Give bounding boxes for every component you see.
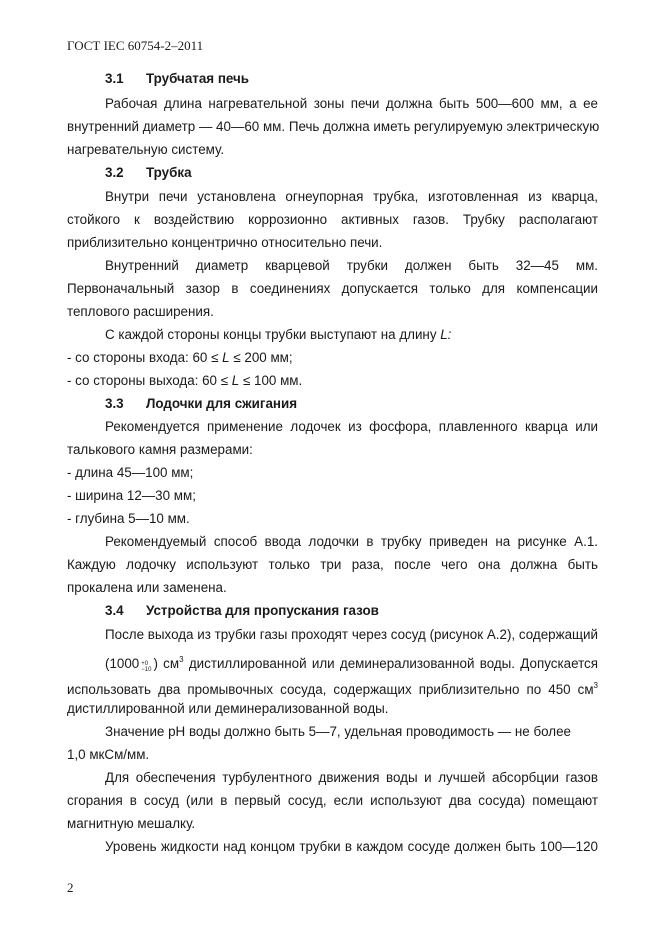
tolerance-lower: −10 <box>141 667 152 673</box>
list-item: - глубина 5—10 мм. <box>67 511 190 526</box>
section-number: 3.2 <box>105 165 124 180</box>
text: - со стороны входа: 60 ≤ <box>67 350 223 365</box>
text: ≤ 100 мм. <box>239 373 303 388</box>
paragraph-line: Рекомендуемый способ ввода лодочки в трубку приведен на рисунке А.1. <box>105 534 598 549</box>
superscript: 3 <box>593 681 598 690</box>
paragraph-line: прокалена или заменена. <box>67 580 227 595</box>
paragraph-line: После выхода из трубки газы проходят через сосуд (рисунок А.2), содержащий <box>105 627 598 642</box>
paragraph-line: Рекомендуется применение лодочек из фосфора, плавленного кварца или <box>105 419 598 434</box>
paragraph-line <box>67 327 598 343</box>
paragraph-line: Рабочая длина нагревательной зоны печи должна быть 500—600 мм, а ее <box>105 96 598 111</box>
paragraph-line: дистиллированной или деминерализованной воды. <box>67 701 389 716</box>
variable-l: L <box>231 373 240 388</box>
text: дистиллированной или деминерализованной воды. Допускается <box>183 656 598 671</box>
section-title: Трубчатая печь <box>146 71 250 86</box>
variable-l: L: <box>440 327 452 342</box>
paragraph-line: Значение pH воды должно быть 5—7, удельная проводимость — не более <box>105 724 571 739</box>
section-3-2-heading <box>105 165 192 181</box>
tolerance-upper: +0 <box>141 661 149 667</box>
list-item <box>67 350 598 366</box>
section-title: Трубка <box>146 165 192 180</box>
paragraph-line: Внутри печи установлена огнеупорная трубка, изготовленная из кварца, <box>105 189 598 204</box>
list-item: - длина 45—100 мм; <box>67 465 194 480</box>
page-number: 2 <box>67 880 74 895</box>
paragraph-line: магнитную мешалку. <box>67 816 196 831</box>
text: ) см <box>153 656 180 671</box>
section-number: 3.1 <box>105 71 124 86</box>
tolerance <box>141 661 151 673</box>
text: - со стороны выхода: 60 ≤ <box>67 373 232 388</box>
paragraph-line: Первоначальный зазор в соединениях допускается только для компенсации <box>67 281 598 296</box>
paragraph-line: талькового камня размерами: <box>67 442 253 457</box>
section-number: 3.3 <box>105 396 124 411</box>
paragraph-line: Внутренний диаметр кварцевой трубки должен быть 32—45 мм. <box>105 258 598 273</box>
paragraph-line: нагревательную систему. <box>67 142 225 157</box>
paragraph-line: внутренний диаметр — 40—60 мм. Печь должна иметь регулируемую электрическую <box>67 119 600 134</box>
text: использовать два промывочных сосуда, содержащих приблизительно по 450 см <box>67 682 594 697</box>
paragraph-line: Для обеспечения турбулентного движения воды и лучшей абсорбции газов <box>105 770 598 785</box>
paragraph-line <box>67 652 598 673</box>
text: (1000 <box>105 656 140 671</box>
list-item: - ширина 12—30 мм; <box>67 488 196 503</box>
paragraph-line: теплового расширения. <box>67 304 214 319</box>
variable-l: L <box>222 350 230 365</box>
section-3-1-heading <box>105 71 249 87</box>
document-header: ГОСТ IEC 60754-2–2011 <box>67 38 204 53</box>
section-3-4-heading <box>105 603 379 619</box>
paragraph-line: сгорания в сосуд (или в первый сосуд, если используют два сосуда) помещают <box>67 793 598 808</box>
paragraph-line: приблизительно концентрично относительно печи. <box>67 235 383 250</box>
paragraph-line: стойкого к воздействию коррозионно активных газов. Трубку располагают <box>67 212 598 227</box>
paragraph-line <box>67 678 598 698</box>
list-item <box>67 373 598 389</box>
section-title: Лодочки для сжигания <box>146 396 298 411</box>
text: ≤ 200 мм; <box>229 350 293 365</box>
paragraph-line: Каждую лодочку используют только три раза, после чего она должна быть <box>67 557 598 572</box>
section-number: 3.4 <box>105 603 124 618</box>
superscript: 3 <box>179 655 184 664</box>
paragraph-line: 1,0 мкСм/мм. <box>67 747 150 762</box>
section-title: Устройства для пропускания газов <box>146 603 379 618</box>
text: С каждой стороны концы трубки выступают на длину <box>105 327 441 342</box>
section-3-3-heading <box>105 396 297 412</box>
paragraph-line: Уровень жидкости над концом трубки в каждом сосуде должен быть 100—120 <box>105 839 598 854</box>
